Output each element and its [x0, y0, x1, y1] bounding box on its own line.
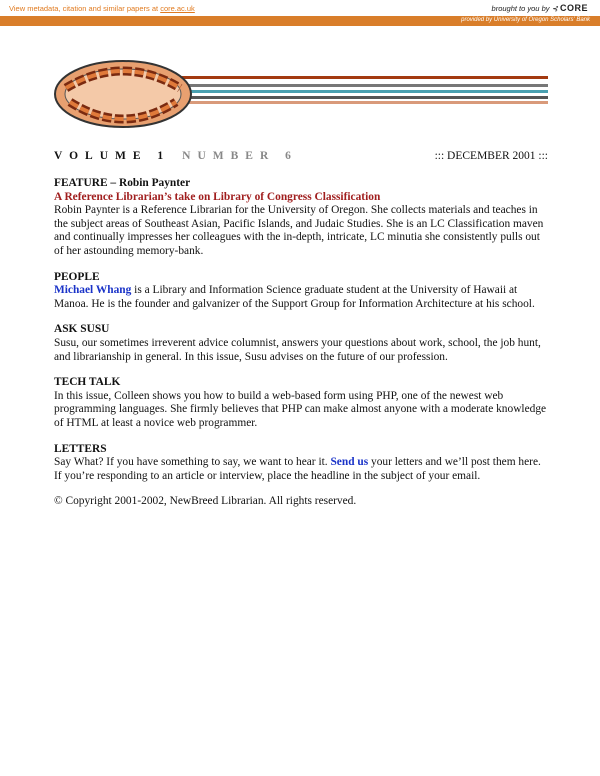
core-brand: CORE [559, 3, 588, 13]
provided-by: provided by University of Oregon Scholars' Bank [461, 17, 590, 23]
number-label: NUMBER 6 [182, 150, 298, 162]
copyright: © Copyright 2001-2002, NewBreed Librarian. All rights reserved. [54, 495, 357, 508]
michael-whang-link[interactable]: Michael Whang [54, 284, 132, 297]
ask-susu-section [54, 323, 548, 364]
letters-paragraph [54, 456, 548, 483]
ask-susu-body: Susu, our sometimes irreverent advice columnist, answers your questions about work, school, the job hunt, and librarianship in general. In this issue, Susu advises on the future of our profession. [54, 336, 541, 363]
masthead [54, 150, 548, 162]
people-paragraph [54, 284, 548, 311]
tech-talk-heading: TECH TALK [54, 376, 121, 389]
feature-title[interactable]: A Reference Librarian’s take on Library of Congress Classification [54, 190, 381, 203]
ask-susu-heading: ASK SUSU [54, 323, 110, 336]
letters-section [54, 443, 548, 484]
core-header [0, 0, 600, 16]
volume-label: VOLUME 1 [54, 150, 171, 162]
core-metadata-link[interactable] [9, 4, 195, 13]
core-logo-icon: ⊰ [551, 4, 558, 13]
send-us-link[interactable]: Send us [330, 456, 369, 469]
feature-section [54, 177, 548, 259]
core-brought-by [492, 3, 588, 13]
people-section [54, 271, 548, 312]
core-ac-uk-link[interactable]: core.ac.uk [160, 4, 195, 13]
article-list [54, 177, 548, 509]
newbreed-librarian-logo [52, 58, 194, 130]
tech-talk-body: In this issue, Colleen shows you how to build a web-based form using PHP, one of the newest web programming languages. She firmly believes that PHP can make almost anyone with a moderate knowledge of HTML at least a novice web programmer. [54, 389, 547, 429]
issue-date: ::: DECEMBER 2001 ::: [434, 150, 548, 162]
core-brought-text: brought to you by [491, 4, 550, 13]
people-heading: PEOPLE [54, 270, 100, 283]
feature-heading: FEATURE – Robin Paynter [54, 177, 191, 189]
people-body: is a Library and Information Science graduate student at the University of Hawaii at Manoa. He is the founder and galvanizer of the Support Group for Information Architecture at his school. [54, 284, 535, 310]
core-link-prefix: View metadata, citation and similar papers at [9, 4, 161, 13]
letters-body-after: your letters and we’ll post them here. If you’re responding to an article or interview, place the headline in the subject of your email. [54, 456, 541, 482]
tech-talk-section [54, 376, 548, 430]
letters-heading: LETTERS [54, 442, 107, 455]
feature-body: Robin Paynter is a Reference Librarian for the University of Oregon. She collects materials and teaches in the subject areas of Southeast Asian, Pacific Islands, and Judaic Studies. She is an LC Classification maven and continually impresses her colleagues with the in-depth, intricate, LC minutia she consistently pulls out of her astounding memory-bank. [54, 204, 544, 257]
letters-body-before: Say What? If you have something to say, we want to hear it. [54, 456, 331, 469]
